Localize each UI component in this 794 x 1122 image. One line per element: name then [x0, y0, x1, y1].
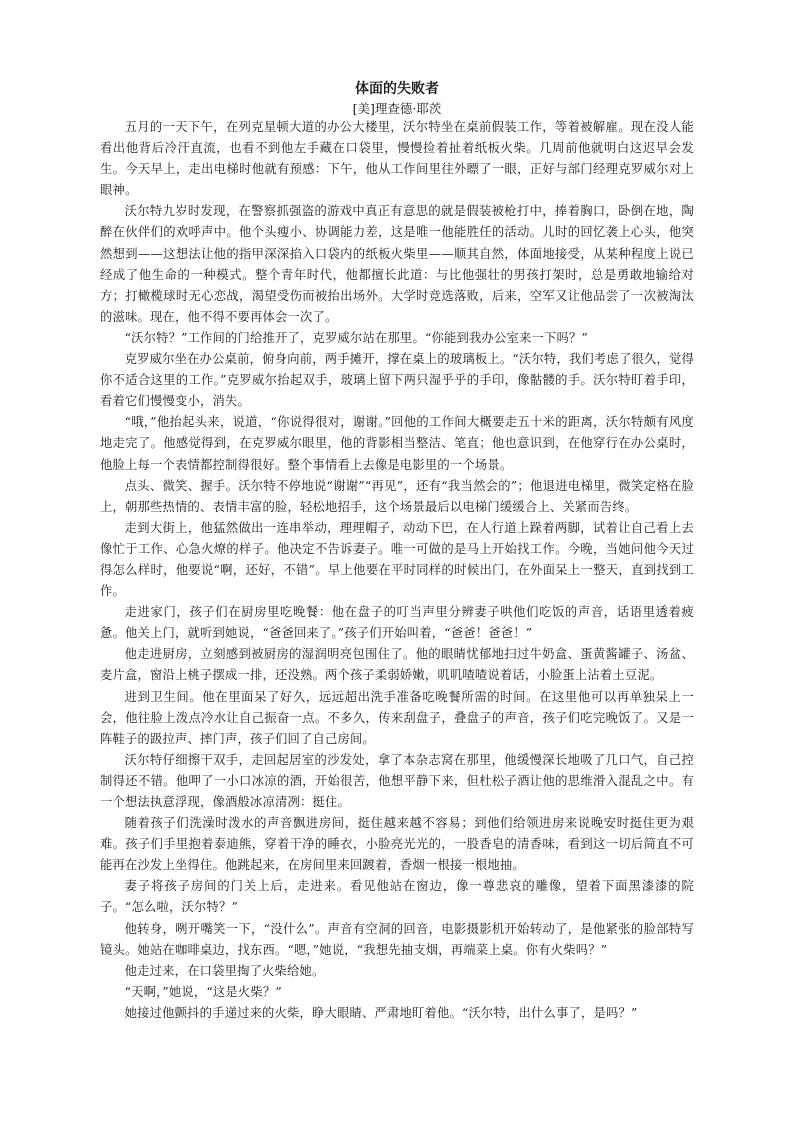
paragraph: 点头、微笑、握手。沃尔特不停地说“谢谢”“再见”，还有“我当然会的”；他退进电梯里，微笑定格在脸上，朝那些热情的、表情丰富的脸，轻松地招手，这个场景最后以电梯门缓缓合上、关紧而告终。: [100, 478, 694, 514]
paragraph: 随着孩子们洗澡时泼水的声音飘进房间，挺住越来越不容易；到他们给领进房来说晚安时挺住更为艰难。孩子们手里抱着泰迪熊，穿着干净的睡衣，小脸亮光光的，一股香皂的清香味，看到这一切后简直不可能再在沙发上坐得住。他跳起来，在房间里来回踱着，香烟一根接一根地抽。: [100, 816, 694, 873]
paragraph: “天啊，”她说，“这是火柴？”: [124, 984, 282, 999]
document-page: [100, 80, 694, 1024]
paragraph: 克罗威尔坐在办公桌前，俯身向前，两手摊开，撑在桌上的玻璃板上。“沃尔特，我们考虑了很久，觉得你不适合这里的工作。”克罗威尔抬起双手，玻璃上留下两只湿乎乎的手印，像骷髅的手。沃尔特盯着手印，看着它们慢慢变小，消失。: [100, 352, 694, 409]
paragraph: 他转身，咧开嘴笑一下，“没什么”。声音有空洞的回音，电影摄影机开始转动了，是他紧张的脸部特写镜头。她站在咖啡桌边，找东西。“嗯，”她说，“我想先抽支烟，再端菜上桌。你有火柴吗？”: [100, 921, 694, 957]
paragraph: 走进家门，孩子们在厨房里吃晚餐：他在盘子的叮当声里分辨妻子哄他们吃饭的声音，话语里透着疲惫。他关上门，就听到她说，“爸爸回来了。”孩子们开始叫着，“爸爸！爸爸！”: [100, 605, 694, 641]
paragraph: 妻子将孩子房间的门关上后，走进来。看见他站在窗边，像一尊悲哀的雕像，望着下面黑漆漆的院子。“怎么啦，沃尔特？”: [100, 879, 694, 915]
paragraph: 他走进厨房，立刻感到被厨房的湿润明亮包围住了。他的眼睛忧郁地扫过牛奶盒、蛋黄酱罐子、汤盆、麦片盒，窗沿上桃子摆成一排，还没熟。两个孩子柔弱娇嫩，叽叽喳喳说着话，小脸蛋上沾着土豆泥。: [100, 647, 694, 683]
paragraph: 她接过他颤抖的手递过来的火柴，睁大眼睛、严肃地盯着他。“沃尔特，出什么事了，是吗？”: [124, 1005, 638, 1020]
paragraph: 五月的一天下午，在列克星顿大道的办公大楼里，沃尔特坐在桌前假装工作，等着被解雇。现在没人能看出他背后冷汗直流，也看不到他左手藏在口袋里，慢慢捡着扯着纸板火柴。几周前他就明白这迟早会发生。今天早上，走出电梯时他就有预感：下午，他从工作间里往外瞟了一眼，正好与部门经理克罗威尔对上眼神。: [100, 120, 694, 198]
paragraph: 走到大街上，他猛然做出一连串举动，理理帽子，动动下巴，在人行道上跺着两脚，试着让自己看上去像忙于工作、心急火燎的样子。他决定不告诉妻子。唯一可做的是马上开始找工作。今晚，当她问他今天过得怎么样时，他要说“啊，还好，不错”。早上他要在平时同样的时候出门，在外面呆上一整天，直到找到工作。: [100, 520, 694, 599]
story-body: [100, 117, 694, 1024]
paragraph: 沃尔特九岁时发现，在警察抓强盗的游戏中真正有意思的就是假装被枪打中，捧着胸口，卧倒在地，陶醉在伙伴们的欢呼声中。他个头瘦小、协调能力差，这是唯一他能胜任的活动。儿时的回忆袭上心头，他突然想到——这想法让他的指甲深深掐入口袋内的纸板火柴里——顺其自然，体面地接受，从某种程度上说已经成了他生命的一种模式。整个青年时代，他都擅长此道：与比他强壮的男孩打架时，总是勇敢地输给对方；打橄榄球时无心恋战，渴望受伤而被抬出场外。大学时竞选落败，后来，空军又让他品尝了一次被淘汰的滋味。现在，他不得不要再体会一次了。: [100, 204, 694, 324]
paragraph: “沃尔特？”工作间的门给推开了，克罗威尔站在那里。“你能到我办公室来一下吗？”: [124, 330, 588, 345]
story-title: 体面的失败者: [355, 81, 439, 97]
paragraph: 进到卫生间。他在里面呆了好久，远远超出洗手准备吃晚餐所需的时间。在这里他可以再单独呆上一会，他往脸上泼点冷水让自己振奋一点。不多久，传来刮盘子，叠盘子的声音，孩子们吃完晚饭了。又是一阵鞋子的趿拉声、摔门声，孩子们回了自己房间。: [100, 689, 694, 746]
story-author: [美]理查德·耶茨: [352, 101, 442, 116]
paragraph: 沃尔特仔细擦干双手，走回起居室的沙发处，拿了本杂志窝在那里，他缓慢深长地吸了几口气，自己控制得还不错。他呷了一小口冰凉的酒，开始很苦，他想平静下来，但杜松子酒让他的思维滑入混乱之中。有一个想法执意浮现，像酒般冰凉清冽：挺住。: [100, 752, 694, 809]
paragraph: 他走过来，在口袋里掏了火柴给她。: [124, 963, 325, 978]
paragraph: “哦，”他抬起头来，说道，“你说得很对，谢谢。”回他的工作间大概要走五十米的距离，沃尔特颇有风度地走完了。他感觉得到，在克罗威尔眼里，他的背影相当整洁、笔直；他也意识到，在他穿行在办公桌时，他脸上每一个表情都控制得很好。整个事情看上去像是电影里的一个场景。: [100, 415, 694, 472]
